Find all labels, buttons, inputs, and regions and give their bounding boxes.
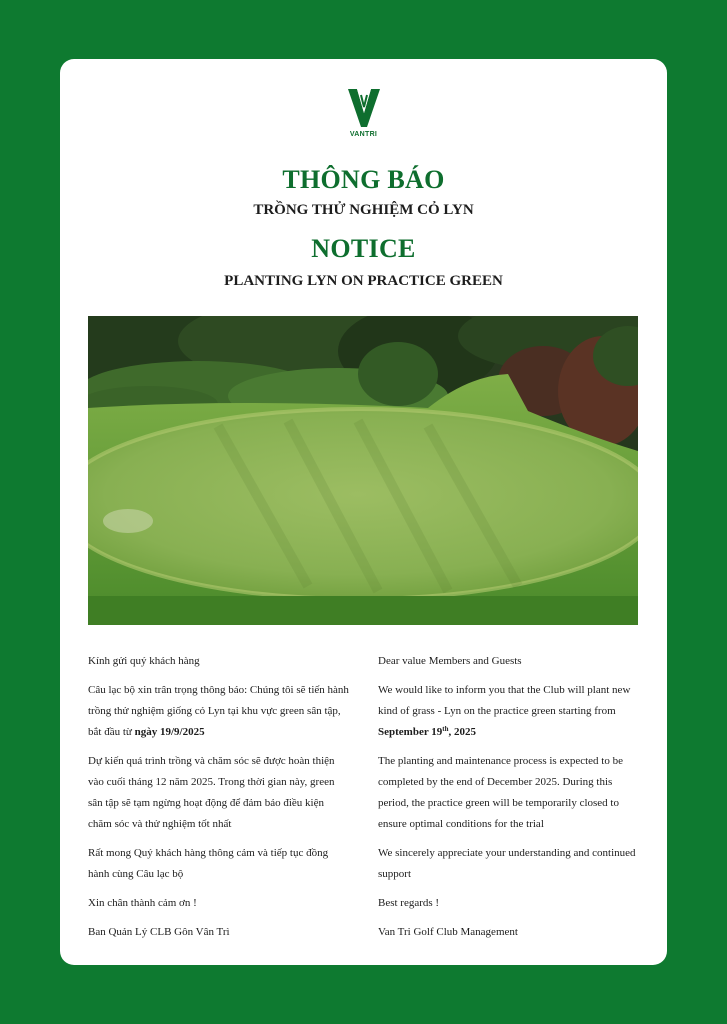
- english-column: [378, 651, 640, 951]
- thanks-vi: Xin chân thành cảm ơn !: [88, 897, 197, 909]
- start-date-en-year: , 2025: [448, 726, 476, 738]
- page-subtitle-vi: TRỒNG THỬ NGHIỆM CỎ LYN: [253, 202, 474, 218]
- paragraph-3-en: We sincerely appreciate your understanding and continued support: [378, 847, 636, 880]
- start-date-vi: ngày 19/9/2025: [134, 726, 205, 738]
- practice-green-photo: [88, 316, 638, 625]
- paragraph-1-en: [378, 680, 640, 743]
- greeting-vi: Kính gửi quý khách hàng: [88, 655, 200, 667]
- page-title-vi: THÔNG BÁO: [282, 165, 445, 194]
- notice-card: [60, 59, 667, 965]
- paragraph-1-en-text: We would like to inform you that the Club will plant new kind of grass - Lyn on the practice green starting from: [378, 684, 631, 717]
- logo-text: VANTRI: [349, 131, 378, 138]
- vantri-logo-icon: [346, 87, 382, 129]
- thanks-en: Best regards !: [378, 897, 440, 909]
- paragraph-2-vi: Dự kiến quá trình trồng và chăm sóc sẽ được hoàn thiện vào cuối tháng 12 năm 2025. Trong thời gian này, green sân tập sẽ tạm ngừng hoạt động để đảm bảo điều kiện chăm sóc và thử nghiệm tốt nhất: [88, 755, 335, 830]
- start-date-en-sup: th: [442, 725, 449, 733]
- vietnamese-column: [88, 651, 350, 951]
- paragraph-1-vi-text: Câu lạc bộ xin trân trọng thông báo: Chúng tôi sẽ tiến hành trồng thử nghiệm giống cỏ Lyn tại khu vực green sân tập, bắt đầu từ: [88, 684, 349, 738]
- signature-en: Van Tri Golf Club Management: [378, 926, 518, 938]
- start-date-en-month: September 19: [378, 726, 443, 738]
- signature-vi: Ban Quản Lý CLB Gôn Vân Trì: [88, 926, 230, 938]
- start-date-en: [378, 726, 476, 738]
- greeting-en: Dear value Members and Guests: [378, 655, 522, 667]
- paragraph-2-en: The planting and maintenance process is expected to be completed by the end of December 2025. During this period, the practice green will be temporarily closed to ensure optimal conditions for the trial: [378, 755, 623, 830]
- brand-logo: [60, 87, 667, 138]
- page-subtitle-en: PLANTING LYN ON PRACTICE GREEN: [224, 273, 503, 289]
- page-title-en: NOTICE: [311, 234, 416, 263]
- paragraph-3-vi: Rất mong Quý khách hàng thông cảm và tiếp tục đồng hành cùng Câu lạc bộ: [88, 847, 329, 880]
- paragraph-1-vi: [88, 680, 350, 743]
